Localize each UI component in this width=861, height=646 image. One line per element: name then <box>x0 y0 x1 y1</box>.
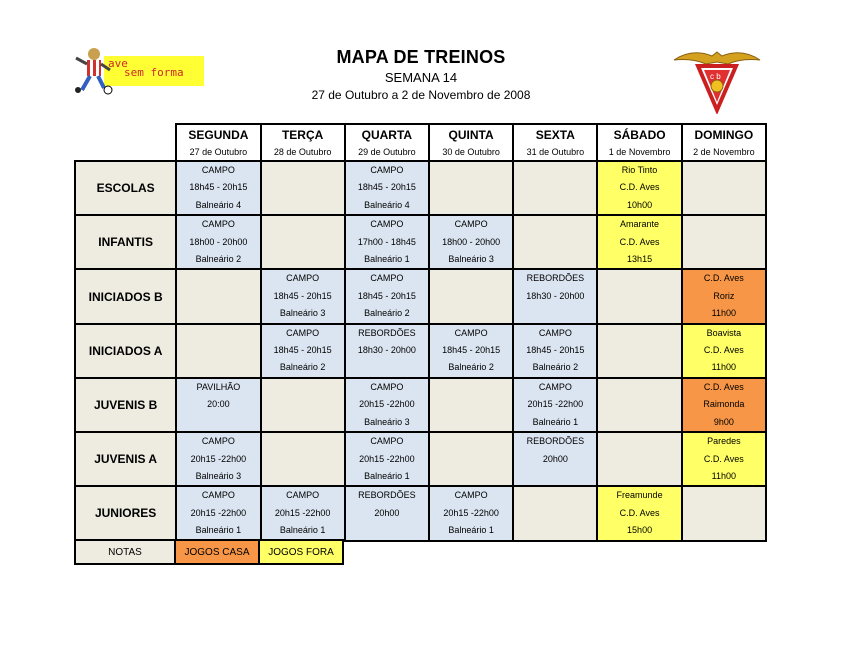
session-line: CAMPO <box>370 165 404 175</box>
session-cell <box>261 161 345 215</box>
session-cell <box>345 486 429 540</box>
session-cell <box>429 324 513 378</box>
day-date: 31 de Outubro <box>513 144 597 161</box>
session-line: 20h15 -22h00 <box>359 399 415 410</box>
day-name: QUINTA <box>429 124 513 144</box>
session-cell <box>261 378 345 432</box>
session-cell <box>261 269 345 323</box>
day-date: 27 de Outubro <box>176 144 260 161</box>
session-line: 17h00 - 18h45 <box>357 236 416 247</box>
session-cell <box>429 378 513 432</box>
session-cell <box>597 486 681 540</box>
legend-home-games: JOGOS CASA <box>175 540 259 564</box>
session-line: Balneário 1 <box>364 470 410 481</box>
session-line: 20h15 -22h00 <box>190 507 247 518</box>
session-line: Raimonda <box>703 399 745 410</box>
session-line: Balneário 2 <box>279 362 326 373</box>
session-cell <box>176 269 260 323</box>
date-header-row <box>75 144 766 161</box>
session-line <box>177 414 259 431</box>
session-line <box>514 305 596 322</box>
session-line: Balneário 3 <box>448 254 494 265</box>
session-cell <box>176 486 260 540</box>
session-line: 18h45 - 20h15 <box>442 345 501 356</box>
session-line: 20h00 <box>374 507 400 518</box>
session-line: CAMPO <box>538 381 572 392</box>
session-cell <box>513 324 597 378</box>
session-line: Balneário 4 <box>364 199 410 210</box>
session-line: C.D. Aves <box>703 453 744 464</box>
session-cell <box>176 324 260 378</box>
day-date: 28 de Outubro <box>261 144 345 161</box>
session-line: CAMPO <box>454 490 488 501</box>
session-line: 11h00 <box>711 362 737 373</box>
session-line: C.D. Aves <box>619 236 660 247</box>
session-line: 18h45 - 20h15 <box>273 345 332 356</box>
legend-table <box>74 539 344 565</box>
legend-away-games: JOGOS FORA <box>259 540 343 564</box>
team-name: INICIADOS B <box>75 269 176 323</box>
session-line: Roriz <box>713 290 735 301</box>
session-line: 18h45 - 20h15 <box>357 182 416 193</box>
session-line: 18h00 - 20h00 <box>189 236 248 247</box>
session-cell <box>429 432 513 486</box>
session-line: 11h00 <box>711 308 737 319</box>
day-date: 30 de Outubro <box>429 144 513 161</box>
session-line: Boavista <box>706 327 742 338</box>
day-name: SÁBADO <box>597 124 681 144</box>
session-cell <box>176 215 260 269</box>
session-cell <box>345 324 429 378</box>
day-date: 29 de Outubro <box>345 144 429 161</box>
session-line: CAMPO <box>286 273 320 284</box>
session-line: Balneário 1 <box>364 254 410 265</box>
session-cell <box>261 432 345 486</box>
session-line: 18h45 - 20h15 <box>189 182 248 193</box>
session-line: 20h15 -22h00 <box>527 399 584 410</box>
session-line: 20h15 -22h00 <box>443 507 499 518</box>
session-line: CAMPO <box>286 327 320 338</box>
session-cell <box>682 486 766 540</box>
team-name: INICIADOS A <box>75 324 176 378</box>
session-cell <box>429 269 513 323</box>
session-line: 18h30 - 20h00 <box>357 345 416 356</box>
session-line: C.D. Aves <box>703 381 744 392</box>
session-line: REBORDÕES <box>526 436 585 447</box>
day-date: 1 de Novembro <box>597 144 681 161</box>
session-line: REBORDÕES <box>358 327 416 338</box>
session-line: 20:00 <box>207 399 230 410</box>
session-line: 18h45 - 20h15 <box>526 345 585 356</box>
session-line: Balneário 1 <box>532 416 579 427</box>
session-line: 18h30 - 20h00 <box>526 290 585 301</box>
session-line: Freamunde <box>616 490 663 501</box>
day-name: SEXTA <box>513 124 597 144</box>
day-name: DOMINGO <box>682 124 766 144</box>
session-cell <box>513 432 597 486</box>
session-line: 20h00 <box>542 453 568 464</box>
session-line: CAMPO <box>370 436 404 447</box>
session-line: 11h00 <box>711 470 737 481</box>
session-line <box>514 468 596 485</box>
session-line: 15h00 <box>627 525 653 536</box>
session-line <box>346 522 428 539</box>
session-cell <box>513 161 597 215</box>
session-line: Balneário 1 <box>195 525 242 536</box>
session-line: 9h00 <box>713 416 734 427</box>
session-line: CAMPO <box>454 219 488 230</box>
table-row <box>75 432 766 486</box>
session-line: CAMPO <box>370 273 404 284</box>
table-row <box>75 378 766 432</box>
session-cell <box>261 324 345 378</box>
session-cell <box>176 378 260 432</box>
session-cell <box>597 432 681 486</box>
session-cell <box>345 432 429 486</box>
session-cell <box>682 269 766 323</box>
table-row <box>75 324 766 378</box>
session-line: CAMPO <box>201 219 235 230</box>
table-row <box>75 269 766 323</box>
session-line: Balneário 1 <box>279 525 326 536</box>
session-line: CAMPO <box>286 490 320 501</box>
logo-text-line-1: ave <box>108 57 128 70</box>
session-cell <box>682 324 766 378</box>
session-cell <box>682 432 766 486</box>
day-name: SEGUNDA <box>176 124 260 144</box>
session-line: CAMPO <box>201 165 235 175</box>
schedule-table <box>74 123 767 542</box>
session-line: Balneário 1 <box>448 525 494 536</box>
day-header-row <box>75 124 766 144</box>
session-line: Balneário 2 <box>448 362 494 373</box>
session-line: CAMPO <box>538 327 572 338</box>
session-line: REBORDÕES <box>526 273 585 284</box>
session-cell <box>429 215 513 269</box>
header <box>0 46 842 103</box>
session-cell <box>513 378 597 432</box>
session-line: 20h15 -22h00 <box>274 507 331 518</box>
session-line: 13h15 <box>627 254 653 265</box>
team-name: ESCOLAS <box>75 161 176 215</box>
crest-letters: c b <box>710 72 721 81</box>
session-line: Balneário 4 <box>195 199 242 210</box>
session-cell <box>682 161 766 215</box>
session-line: C.D. Aves <box>619 507 660 518</box>
session-cell <box>597 378 681 432</box>
session-cell <box>682 215 766 269</box>
corner-cell <box>75 124 176 161</box>
session-cell <box>429 161 513 215</box>
session-line: REBORDÕES <box>358 490 416 501</box>
team-name: INFANTIS <box>75 215 176 269</box>
session-line: 18h00 - 20h00 <box>442 236 501 247</box>
table-row <box>75 161 766 215</box>
table-row <box>75 215 766 269</box>
session-cell <box>345 161 429 215</box>
session-line: 18h45 - 20h15 <box>273 290 332 301</box>
session-cell <box>597 269 681 323</box>
session-line: Paredes <box>707 436 741 447</box>
session-line: Balneário 3 <box>279 308 326 319</box>
session-line: Balneário 3 <box>364 416 410 427</box>
session-line: C.D. Aves <box>703 345 744 356</box>
session-line: C.D. Aves <box>703 273 744 284</box>
session-cell <box>176 432 260 486</box>
session-cell <box>345 215 429 269</box>
session-line: CAMPO <box>454 327 488 338</box>
session-line: CAMPO <box>370 381 404 392</box>
team-name: JUNIORES <box>75 486 176 540</box>
session-line: Balneário 2 <box>195 254 242 265</box>
session-line: 18h45 - 20h15 <box>357 290 416 301</box>
session-line: Balneário 2 <box>532 362 579 373</box>
session-cell <box>345 378 429 432</box>
date-range: 27 de Outubro a 2 de Novembro de 2008 <box>311 88 531 102</box>
day-name: QUARTA <box>345 124 429 144</box>
team-name: JUVENIS B <box>75 378 176 432</box>
session-line: Balneário 2 <box>364 308 410 319</box>
session-line: 20h15 -22h00 <box>190 453 247 464</box>
session-line: 20h15 -22h00 <box>359 453 415 464</box>
session-cell <box>261 215 345 269</box>
session-cell <box>261 486 345 540</box>
day-date: 2 de Novembro <box>682 144 766 161</box>
session-cell <box>513 269 597 323</box>
session-line: CAMPO <box>201 436 235 447</box>
session-cell <box>513 215 597 269</box>
week-label: SEMANA 14 <box>384 70 458 85</box>
session-cell <box>513 486 597 540</box>
session-cell <box>682 378 766 432</box>
session-line: C.D. Aves <box>619 182 660 193</box>
session-line: CAMPO <box>370 219 404 230</box>
session-line: Rio Tinto <box>621 165 658 175</box>
table-row <box>75 486 766 540</box>
session-cell <box>429 486 513 540</box>
session-cell <box>176 161 260 215</box>
legend-notes: NOTAS <box>75 540 175 564</box>
session-cell <box>597 215 681 269</box>
day-name: TERÇA <box>261 124 345 144</box>
session-line: Amarante <box>620 219 660 230</box>
session-line <box>346 359 428 376</box>
logo-text-line-2: sem forma <box>124 66 184 79</box>
session-cell <box>345 269 429 323</box>
session-cell <box>597 161 681 215</box>
session-line: PAVILHÃO <box>196 381 241 392</box>
session-cell <box>597 324 681 378</box>
session-line: CAMPO <box>201 490 235 501</box>
team-name: JUVENIS A <box>75 432 176 486</box>
page-title: MAPA DE TREINOS <box>336 47 506 67</box>
session-line: 10h00 <box>627 199 653 210</box>
session-line: Balneário 3 <box>195 470 242 481</box>
